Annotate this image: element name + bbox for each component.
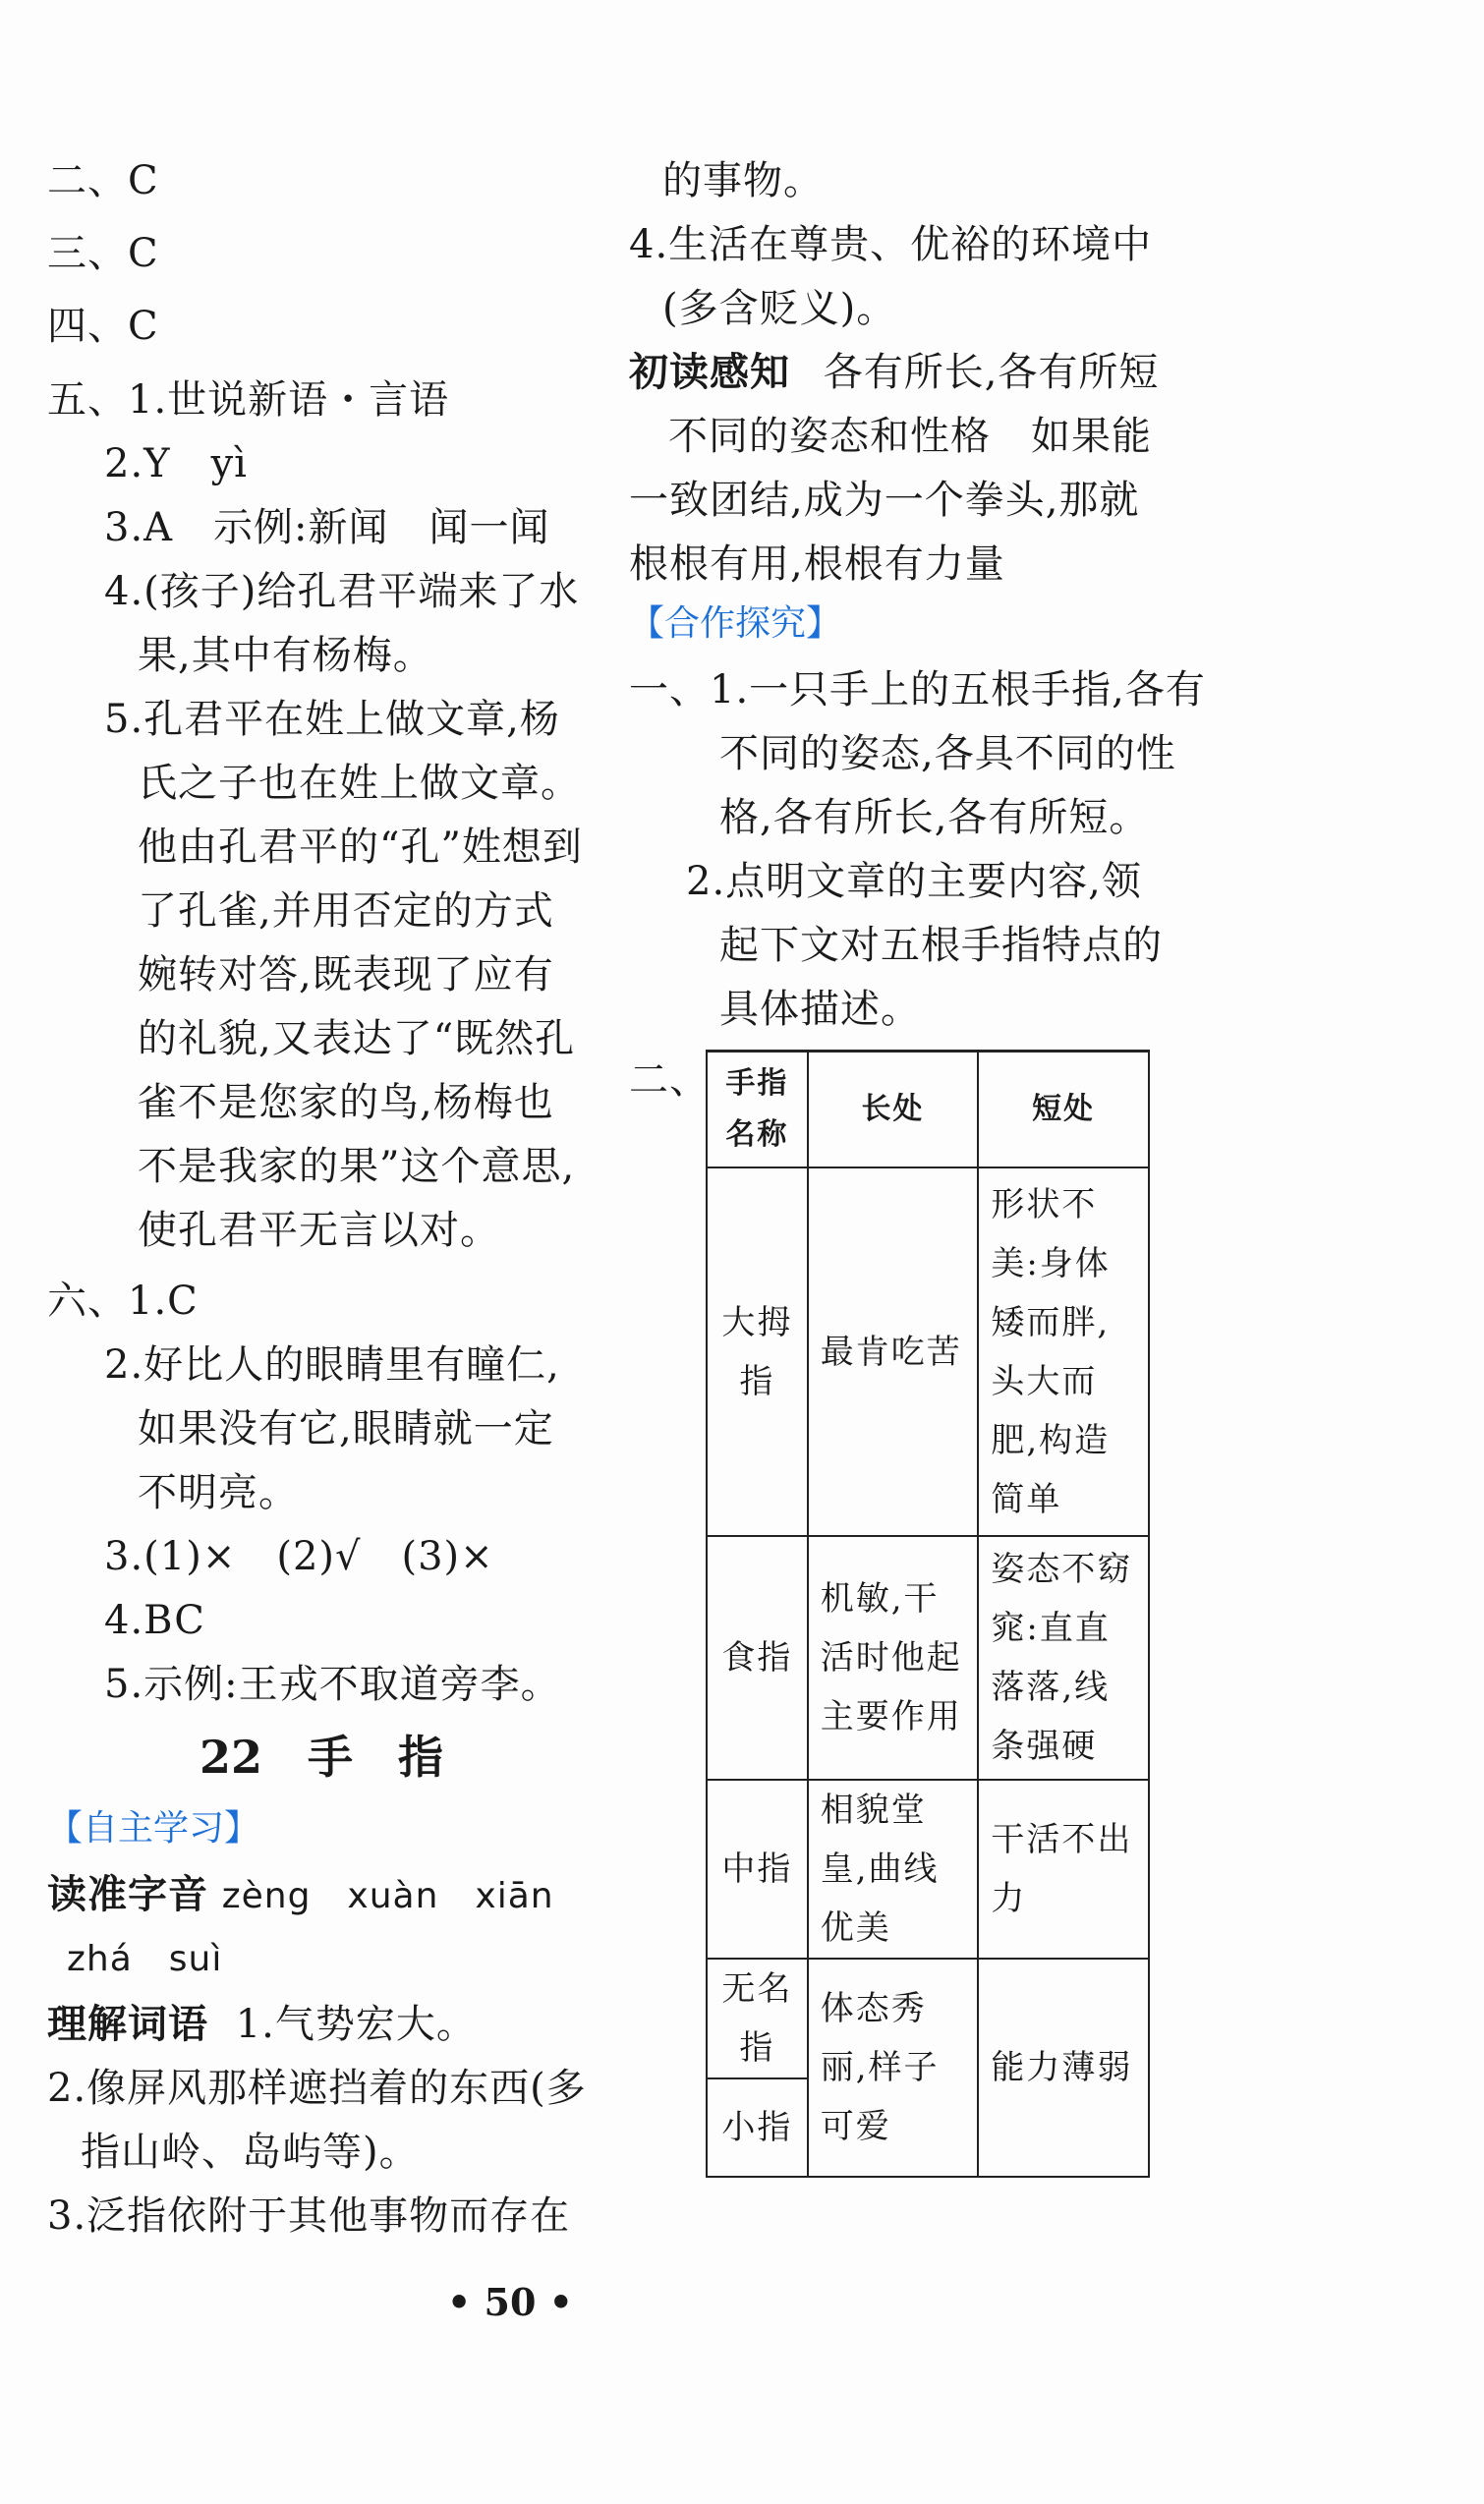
finger-name: 中指 [707,1780,808,1959]
answer-line: 不明亮。 [138,1470,299,1515]
answer-line: (多含贬义)。 [662,286,897,331]
answer-line: 3.A 示例:新闻 闻一闻 [104,505,550,550]
answer-line: 4.生活在尊贵、优裕的环境中 [629,222,1153,267]
answer-line: 一致团结,成为一个拳头,那就 [629,478,1140,523]
answer-line: 5.孔君平在姓上做文章,杨 [104,697,560,742]
finger-pro: 最肯吃苦 [808,1167,979,1536]
table-row [707,1536,1149,1780]
vocab-item: 指山岭、岛屿等)。 [81,2130,420,2175]
section-header-self-study: 【自主学习】 [47,1808,260,1849]
pinyin-row: zèng xuàn xiān [221,1876,554,1916]
read-label: 读准字音 [47,1871,208,1917]
answer-line: 了孔雀,并用否定的方式 [138,888,554,934]
table-row [707,1780,1149,1959]
answer-line: 二、 [629,1057,710,1103]
answer-line: 四、C [47,304,159,349]
finger-name: 食指 [707,1536,808,1780]
table-header: 手指名称 [707,1052,808,1168]
answer-line: 如果没有它,眼睛就一定 [138,1406,554,1451]
answer-text: 各有所长,各有所短 [823,350,1160,395]
finger-pro: 机敏,干活时他起主要作用 [808,1536,979,1780]
words-label: 理解词语 [47,2001,208,2047]
answer-line: 的礼貌,又表达了“既然孔 [138,1016,576,1061]
answer-line: 4.(孩子)给孔君平端来了水 [104,569,580,614]
answer-line: 不同的姿态和性格 如果能 [668,414,1152,459]
table-row [707,1959,1149,2078]
answer-line: 使孔君平无言以对。 [138,1208,500,1253]
answer-line: 2.点明文章的主要内容,领 [686,859,1142,904]
first-read-label: 初读感知 [629,349,790,395]
finger-name: 无名指 [707,1959,808,2078]
answer-line: 一、1.一只手上的五根手指,各有 [629,667,1206,712]
page-number: • 50 • [447,2280,573,2324]
pinyin-row: zhá suì [67,1939,223,1979]
pronunciation-line [47,1871,554,1920]
answer-line: 五、1.世说新语・言语 [47,377,450,423]
answer-line: 3.(1)× (2)√ (3)× [104,1534,494,1579]
finger-name: 小指 [707,2078,808,2177]
answer-line: 起下文对五根手指特点的 [719,923,1163,968]
finger-con: 形状不美:身体矮而胖,头大而肥,构造简单 [978,1167,1149,1536]
answer-line: 2.Y yì [104,441,248,486]
first-read-line [629,349,1159,396]
vocab-item: 1.气势宏大。 [235,2002,477,2047]
answer-line: 4.BC [104,1598,205,1643]
answer-line: 具体描述。 [719,987,921,1032]
answer-line: 根根有用,根根有力量 [629,541,1005,587]
finger-name: 大拇指 [707,1167,808,1536]
answer-line: 二、C [47,158,159,203]
answer-line: 格,各有所长,各有所短。 [719,795,1150,840]
answer-line: 不是我家的果”这个意思, [138,1144,576,1189]
finger-con: 干活不出力 [978,1780,1149,1959]
answer-line: 2.好比人的眼睛里有瞳仁, [104,1342,560,1388]
section-header-coop: 【合作探究】 [629,603,842,644]
answer-line: 三、C [47,231,159,276]
answer-line: 5.示例:王戎不取道旁李。 [104,1662,561,1707]
answer-line: 的事物。 [662,158,824,203]
answer-line: 婉转对答,既表现了应有 [138,952,554,997]
answer-line: 果,其中有杨梅。 [138,633,433,678]
finger-con: 姿态不窈窕:直直落落,线条强硬 [978,1536,1149,1780]
answer-line: 不同的姿态,各具不同的性 [719,731,1176,776]
vocab-line [47,2001,477,2048]
vocab-item: 3.泛指依附于其他事物而存在 [47,2193,571,2239]
finger-table [706,1050,1150,2178]
answer-line: 雀不是您家的鸟,杨梅也 [138,1080,554,1125]
finger-pro: 相貌堂皇,曲线优美 [808,1780,979,1959]
table-header-row [707,1052,1149,1168]
table-row [707,1167,1149,1536]
lesson-title: 22 手 指 [200,1731,444,1784]
answer-line: 他由孔君平的“孔”姓想到 [138,825,583,870]
vocab-item: 2.像屏风那样遮挡着的东西(多 [47,2066,587,2111]
finger-con: 能力薄弱 [978,1959,1149,2177]
answer-line: 氏之子也在姓上做文章。 [138,761,581,806]
answer-line: 六、1.C [47,1279,199,1324]
table-header: 短处 [978,1052,1149,1168]
table-header: 长处 [808,1052,979,1168]
finger-pro: 体态秀丽,样子可爱 [808,1959,979,2177]
